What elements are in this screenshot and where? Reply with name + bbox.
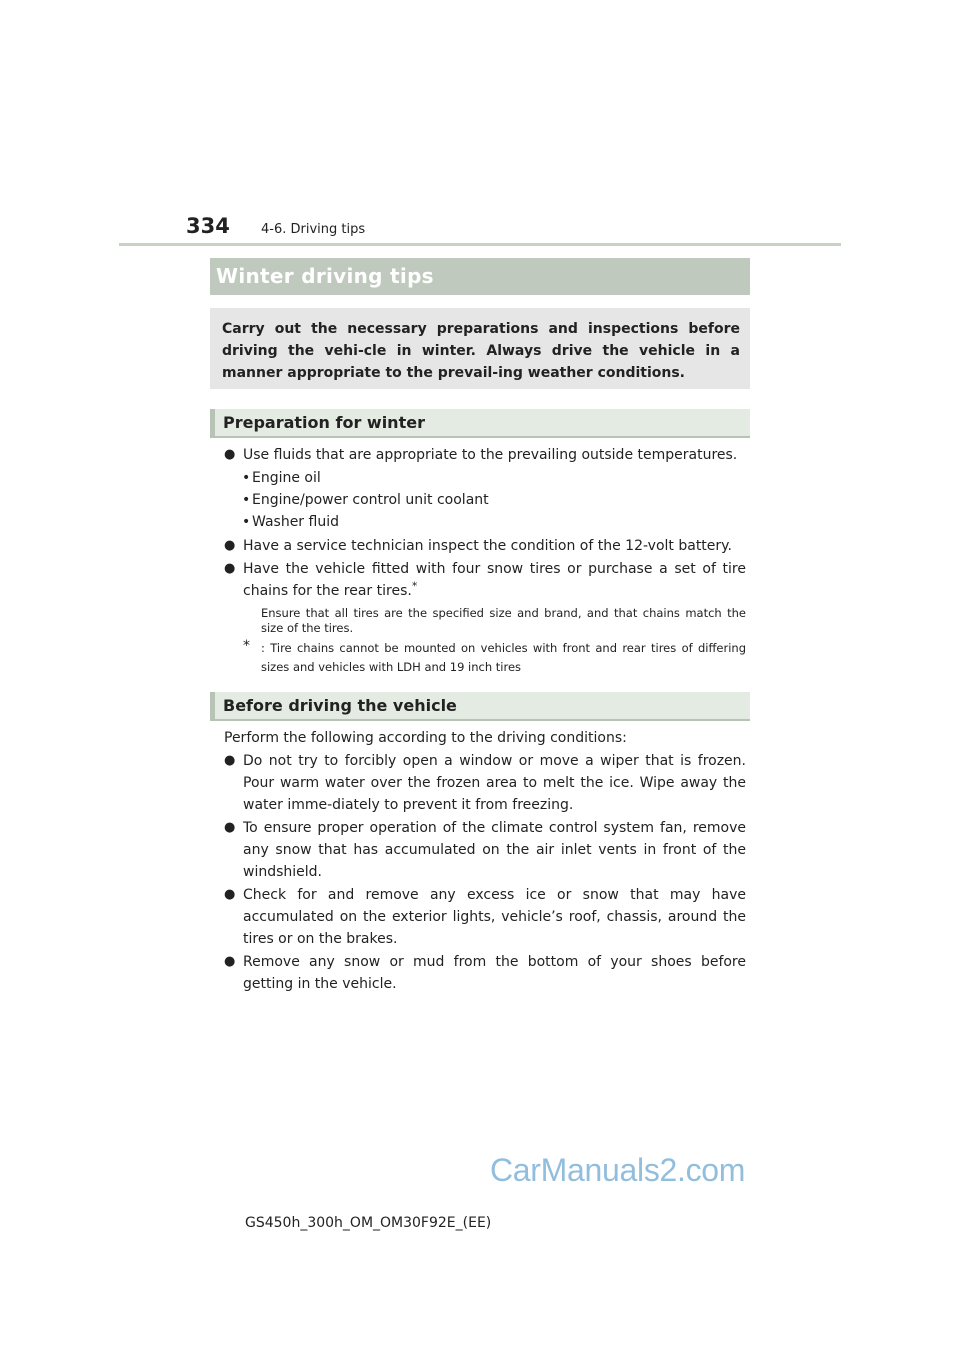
bullet-icon: ● xyxy=(224,447,236,462)
title-bar xyxy=(210,258,750,295)
bullet-icon: ● xyxy=(224,538,236,553)
list-item xyxy=(224,750,746,816)
sub-list-item xyxy=(224,489,746,511)
bullet-icon: ● xyxy=(224,954,236,969)
footnote-star: * xyxy=(411,579,418,593)
dot-icon: • xyxy=(242,492,251,508)
footnote xyxy=(224,639,746,677)
bullet-icon: ● xyxy=(224,561,236,576)
footnote-text: : Tire chains cannot be mounted on vehicles with front and rear tires of differing sizes and vehicles with LDH and 19 inch tires xyxy=(261,641,746,674)
section-label: 4-6. Driving tips xyxy=(261,222,366,237)
bullet-text: Use fluids that are appropriate to the prevailing outside temperatures. xyxy=(243,447,738,463)
tire-note: Ensure that all tires are the specified size and brand, and that chains match the size of the tires. xyxy=(261,606,746,635)
dot-icon: • xyxy=(242,514,251,530)
list-item xyxy=(224,535,746,557)
list-item xyxy=(224,951,746,995)
bullet-text: Do not try to forcibly open a window or move a wiper that is frozen. Pour warm water over the frozen area to melt the ice. Wipe away the water imme-diately to prevent it from freezing. xyxy=(243,753,746,813)
bullet-text: Have a service technician inspect the condition of the 12-volt battery. xyxy=(243,538,732,554)
page-title: Winter driving tips xyxy=(216,264,434,288)
subheading-before-driving: Before driving the vehicle xyxy=(210,692,750,721)
subheading-preparation: Preparation for winter xyxy=(210,409,750,438)
bullet-text: Have the vehicle fitted with four snow tires or purchase a set of tire chains for the rear tires. xyxy=(243,561,746,599)
lead-text: Perform the following according to the driving conditions: xyxy=(224,730,627,746)
bullet-text: Remove any snow or mud from the bottom of your shoes before getting in the vehicle. xyxy=(243,954,746,992)
footnote-mark: * xyxy=(243,638,250,654)
bullet-icon: ● xyxy=(224,753,236,768)
header-rule xyxy=(119,243,841,246)
watermark-logo: CarManuals2.com xyxy=(490,1152,746,1188)
fluid-item: Engine oil xyxy=(252,470,321,486)
bullet-icon: ● xyxy=(224,887,236,902)
before-driving-content xyxy=(224,727,746,996)
list-item xyxy=(224,444,746,466)
list-item xyxy=(224,558,746,602)
fluid-item: Washer fluid xyxy=(252,514,339,530)
bullet-text: Check for and remove any excess ice or snow that may have accumulated on the exterior lights, vehicle’s roof, chassis, around the tires or on the brakes. xyxy=(243,887,746,947)
fluid-item: Engine/power control unit coolant xyxy=(252,492,489,508)
intro-box: Carry out the necessary preparations and inspections before driving the vehi-cle in winter. Always drive the vehicle in a manner appropriate to the prevail-ing weather conditions. xyxy=(210,308,750,389)
footer-code: GS450h_300h_OM_OM30F92E_(EE) xyxy=(245,1215,492,1231)
sub-list-item xyxy=(224,467,746,489)
sub-list-item xyxy=(224,511,746,533)
bullet-icon: ● xyxy=(224,820,236,835)
list-item xyxy=(224,817,746,883)
preparation-content xyxy=(224,444,746,677)
list-item xyxy=(224,884,746,950)
dot-icon: • xyxy=(242,470,251,486)
page-number: 334 xyxy=(186,214,230,238)
bullet-text: To ensure proper operation of the climate control system fan, remove any snow that has accumulated on the air inlet vents in front of the windshield. xyxy=(243,820,746,880)
